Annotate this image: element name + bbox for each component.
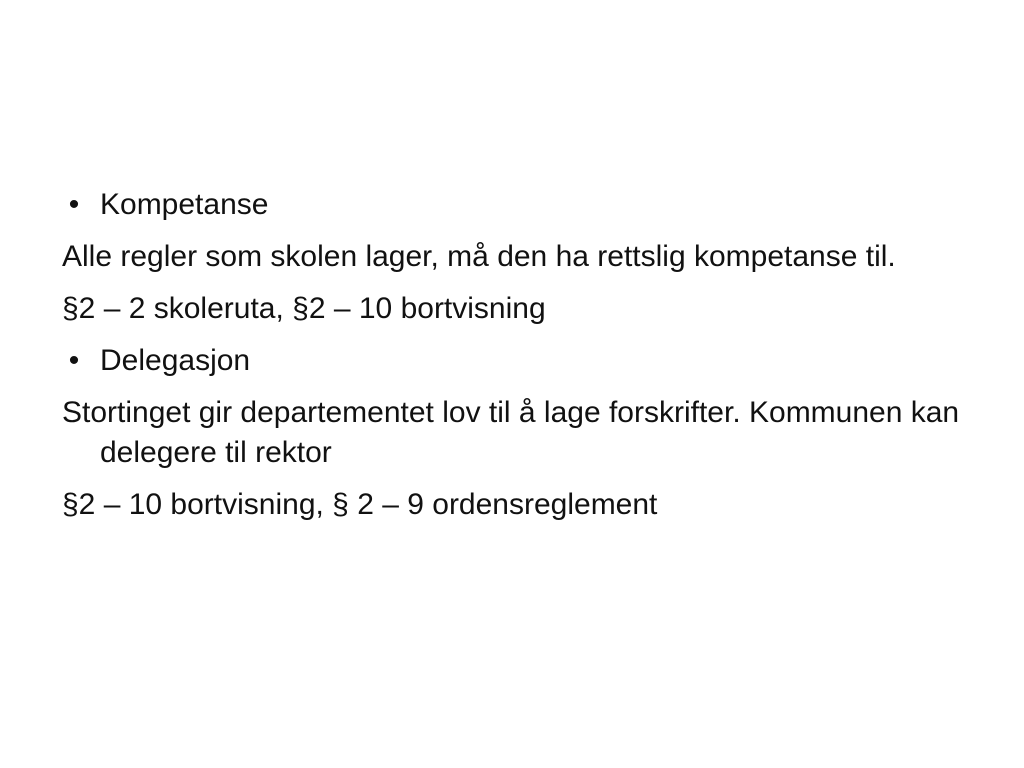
paragraph-kompetanse-references [62,289,962,329]
slide-body [62,185,962,537]
paragraph-text: Alle regler som skolen lager, må den ha rettslig kompetanse til. [62,240,896,273]
bullet-text: Kompetanse [100,188,269,221]
paragraph-text: §2 – 2 skoleruta, §2 – 10 bortvisning [62,292,546,325]
bullet-item-kompetanse [62,185,962,225]
paragraph-text: Stortinget gir departementet lov til å lage forskrifter. Kommunen kan delegere til rektor [62,396,960,469]
bullet-text: Delegasjon [100,344,251,377]
bullet-item-delegasjon [62,341,962,381]
paragraph-delegasjon-references [62,485,962,525]
paragraph-kompetanse-description [62,237,962,277]
bullet-icon: • [68,344,80,377]
paragraph-delegasjon-description [62,393,962,473]
bullet-icon: • [68,188,80,221]
paragraph-text: §2 – 10 bortvisning, § 2 – 9 ordensreglement [62,488,658,521]
